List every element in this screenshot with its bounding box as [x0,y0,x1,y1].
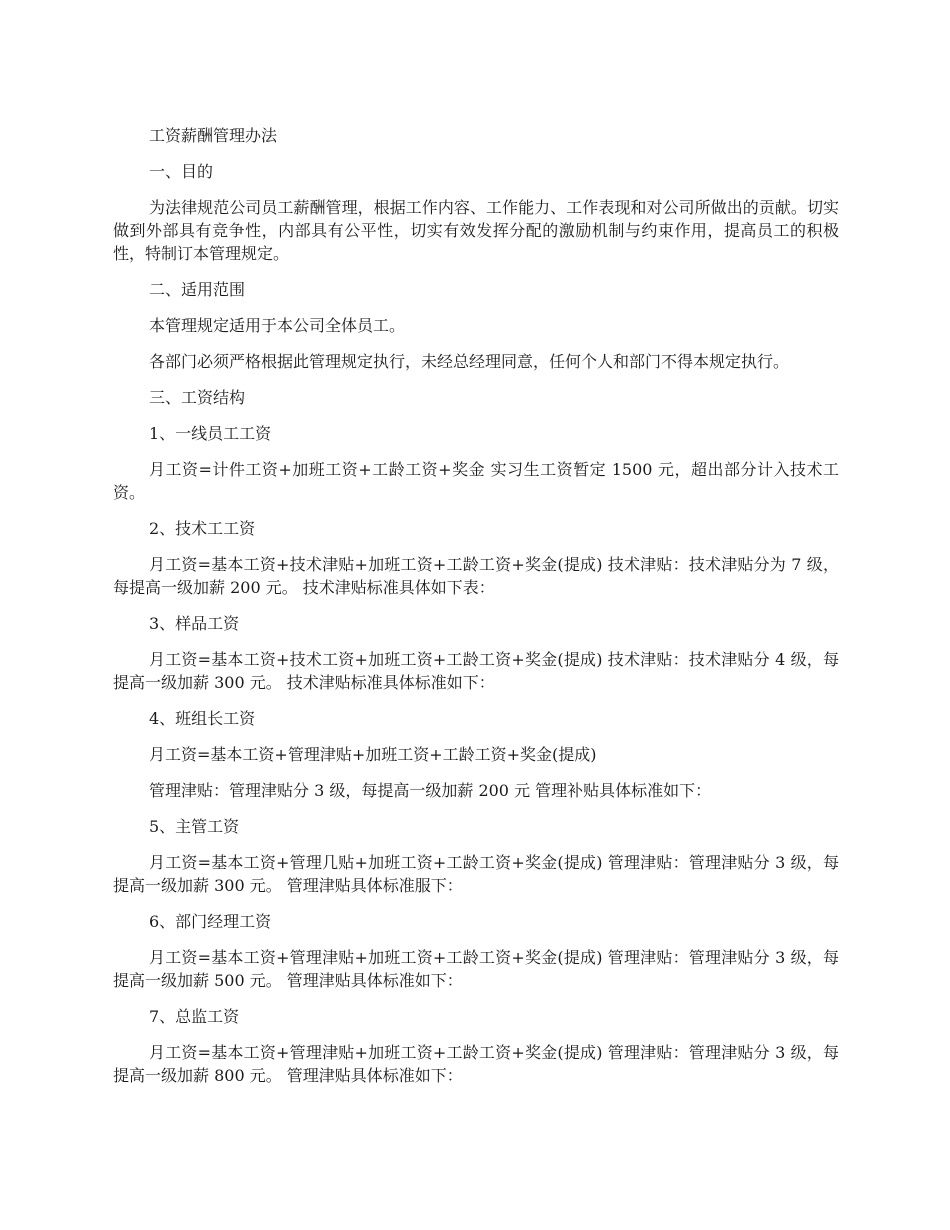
supervisor-wage-paragraph: 月工资=基本工资+管理几贴+加班工资+工龄工资+奖金(提成) 管理津贴：管理津贴分 3 级，每提高一级加薪 300 元。 管理津贴具体标准服下： [113,853,839,895]
subheading-frontline-wage: 1、一线员工工资 [149,424,272,443]
technician-wage-paragraph: 月工资=基本工资+技术津贴+加班工资+工龄工资+奖金(提成) 技术津贴：技术津贴分为 7 级，每提高一级加薪 200 元。 技术津贴标准具体如下表： [113,555,839,597]
section-heading-purpose: 一、目的 [149,162,214,181]
subheading-team-leader-wage: 4、班组长工资 [149,709,256,728]
subheading-sample-wage: 3、样品工资 [149,614,240,633]
section-heading-structure: 三、工资结构 [149,388,246,407]
dept-manager-wage-paragraph: 月工资=基本工资+管理津贴+加班工资+工龄工资+奖金(提成) 管理津贴：管理津贴分 3 级，每提高一级加薪 500 元。 管理津贴具体标准如下： [113,948,839,990]
subheading-director-wage: 7、总监工资 [149,1007,240,1026]
document-page [113,124,839,1100]
subheading-supervisor-wage: 5、主管工资 [149,817,240,836]
subheading-technician-wage: 2、技术工工资 [149,519,256,538]
purpose-paragraph: 为法律规范公司员工薪酬管理，根据工作内容、工作能力、工作表现和对公司所做出的贡献。切实做到外部具有竞争性，内部具有公平性，切实有效发挥分配的激励机制与约束作用，提高员工的积极性，特制订本管理规定。 [113,198,839,263]
team-leader-wage-formula: 月工资=基本工资+管理津贴+加班工资+工龄工资+奖金(提成) [149,745,597,764]
subheading-dept-manager-wage: 6、部门经理工资 [149,912,272,931]
team-leader-allowance-paragraph: 管理津贴：管理津贴分 3 级，每提高一级加薪 200 元 管理补贴具体标准如下： [149,781,712,800]
director-wage-paragraph: 月工资=基本工资+管理津贴+加班工资+工龄工资+奖金(提成) 管理津贴：管理津贴分 3 级，每提高一级加薪 800 元。 管理津贴具体标准如下： [113,1043,839,1085]
sample-wage-paragraph: 月工资=基本工资+技术工资+加班工资+工龄工资+奖金(提成) 技术津贴：技术津贴分 4 级，每提高一级加薪 300 元。 技术津贴标准具体标准如下： [113,650,839,692]
scope-paragraph: 本管理规定适用于本公司全体员工。 [149,316,406,335]
scope-enforcement-paragraph: 各部门必须严格根据此管理规定执行，未经总经理同意，任何个人和部门不得本规定执行。 [149,352,790,371]
document-title: 工资薪酬管理办法 [149,126,278,145]
section-heading-scope: 二、适用范围 [149,280,246,299]
frontline-wage-paragraph: 月工资=计件工资+加班工资+工龄工资+奖金 实习生工资暂定 1500 元，超出部分计入技术工资。 [113,460,839,502]
